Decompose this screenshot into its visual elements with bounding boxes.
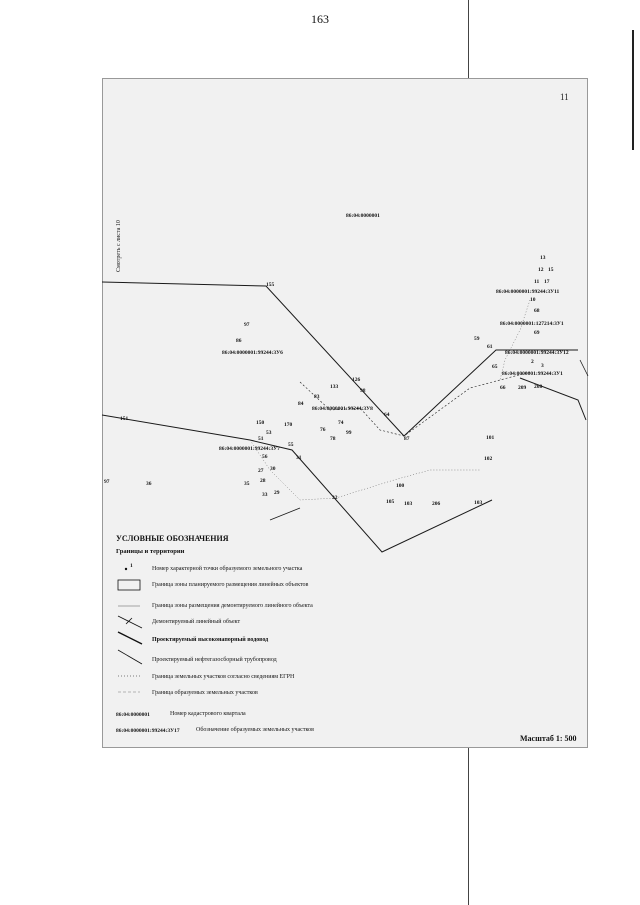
point-label: 15 — [548, 267, 554, 273]
point-label: 29 — [274, 490, 280, 496]
point-label: 10 — [530, 297, 536, 303]
point-label: 51 — [258, 436, 264, 442]
point-label: 66 — [500, 385, 506, 391]
point-label: 28 — [260, 478, 266, 484]
legend-code-sample: 86:04:0000001 — [116, 712, 150, 718]
point-label: 208 — [534, 384, 543, 390]
point-label: 13 — [540, 255, 546, 261]
point-label: 76 — [320, 427, 326, 433]
point-label: 55 — [288, 442, 294, 448]
legend-subtitle: Границы и территории — [116, 548, 185, 555]
point-label: 68 — [534, 308, 540, 314]
point-label: 151 — [120, 416, 129, 422]
point-label: 69 — [534, 330, 540, 336]
legend-item-text: Проектируемый высоконапорный водовод — [152, 637, 269, 643]
point-label: 27 — [258, 468, 264, 474]
parcel-label: 86:04:0000001:99244:3У8 — [312, 406, 373, 412]
point-label: 64 — [384, 412, 390, 418]
point-label: 99 — [346, 430, 352, 436]
point-label: 84 — [298, 401, 304, 407]
map-scale: Масштаб 1: 500 — [520, 734, 577, 743]
parcel-label: 86:04:0000001:99244:3У12 — [505, 350, 569, 356]
point-label: 2 — [531, 359, 534, 365]
point-label: 103 — [474, 500, 483, 506]
legend-item-text: Граница образуемых земельных участков — [152, 690, 258, 696]
point-label: 87 — [404, 436, 410, 442]
point-label: 30 — [270, 466, 276, 472]
sheet-number: 11 — [560, 92, 569, 102]
point-label: 97 — [104, 479, 110, 485]
point-label: 59 — [474, 336, 480, 342]
point-label: 105 — [386, 499, 395, 505]
point-label: 100 — [396, 483, 405, 489]
point-label: 103 — [404, 501, 413, 507]
point-label: 102 — [484, 456, 493, 462]
legend-item-text: Номер характерной точки образуемого земельного участка — [152, 566, 303, 572]
point-label: 53 — [266, 430, 272, 436]
point-label: 126 — [352, 377, 361, 383]
legend-demolish-symbol — [118, 616, 142, 628]
point-label: 74 — [338, 420, 344, 426]
parcel-label: 86:04:0000001:99244:3У11 — [496, 289, 560, 295]
point-label: 32 — [332, 495, 338, 501]
legend-bold-symbol — [118, 632, 142, 644]
legend-code-sample: 86:04:0000001:99244:3У17 — [116, 728, 180, 734]
legend-item-text: Номер кадастрового квартала — [170, 711, 246, 717]
point-label: 35 — [244, 481, 250, 487]
point-label: 83 — [314, 394, 320, 400]
point-label: 133 — [330, 384, 339, 390]
legend-item-text: Граница зоны планируемого размещения линейных объектов — [152, 582, 309, 588]
parcel-label: 86:04:0000001:127214:3У1 — [500, 321, 564, 327]
legend-title: УСЛОВНЫЕ ОБОЗНАЧЕНИЯ — [116, 534, 229, 543]
point-label: 11 — [534, 279, 540, 285]
legend-item-text: Демонтируемый линейный объект — [152, 619, 241, 625]
point-label: 65 — [492, 364, 498, 370]
point-label: 61 — [487, 344, 493, 350]
legend-demolish-cross — [126, 618, 132, 624]
point-label: 98 — [360, 388, 366, 394]
point-label: 86 — [236, 338, 242, 344]
point-label: 3 — [541, 363, 544, 369]
parcel-label: 86:04:0000001:99244:3У6 — [222, 350, 283, 356]
legend-item-text: Обозначение образуемых земельных участков — [196, 727, 314, 733]
point-label: 33 — [262, 492, 268, 498]
point-label: 209 — [518, 385, 527, 391]
point-label: 12 — [538, 267, 544, 273]
sheet-reference-note: Смотреть с листа 10 — [116, 220, 122, 272]
legend-item-text: Граница зоны размещения демонтируемого линейного объекта — [152, 603, 313, 609]
point-label: 17 — [544, 279, 550, 285]
legend-point-sample: 1 — [130, 563, 133, 569]
point-label: 56 — [262, 454, 268, 460]
legend-point-symbol — [125, 568, 127, 570]
point-label: 31 — [296, 455, 302, 461]
point-label: 78 — [330, 436, 336, 442]
parcel-label: 86:04:0000001:99244:3У7 — [219, 446, 280, 452]
point-label: 206 — [432, 501, 441, 507]
cadastral-quarter-label: 86:04:0000001 — [346, 213, 380, 219]
point-label: 155 — [266, 282, 275, 288]
point-label: 101 — [486, 435, 495, 441]
point-label: 170 — [284, 422, 293, 428]
legend-item-text: Проектируемый нефтегазосборный трубопровод — [152, 657, 277, 663]
point-label: 36 — [146, 481, 152, 487]
point-label: 150 — [256, 420, 265, 426]
legend-box-symbol — [118, 580, 140, 590]
page-number: 163 — [311, 12, 329, 26]
point-label: 97 — [244, 322, 250, 328]
legend-item-text: Граница земельных участков согласно сведениям ЕГРН — [152, 674, 295, 680]
parcel-label: 86:04:0000001:99244:3У1 — [502, 371, 563, 377]
legend-line-symbol — [118, 650, 142, 664]
